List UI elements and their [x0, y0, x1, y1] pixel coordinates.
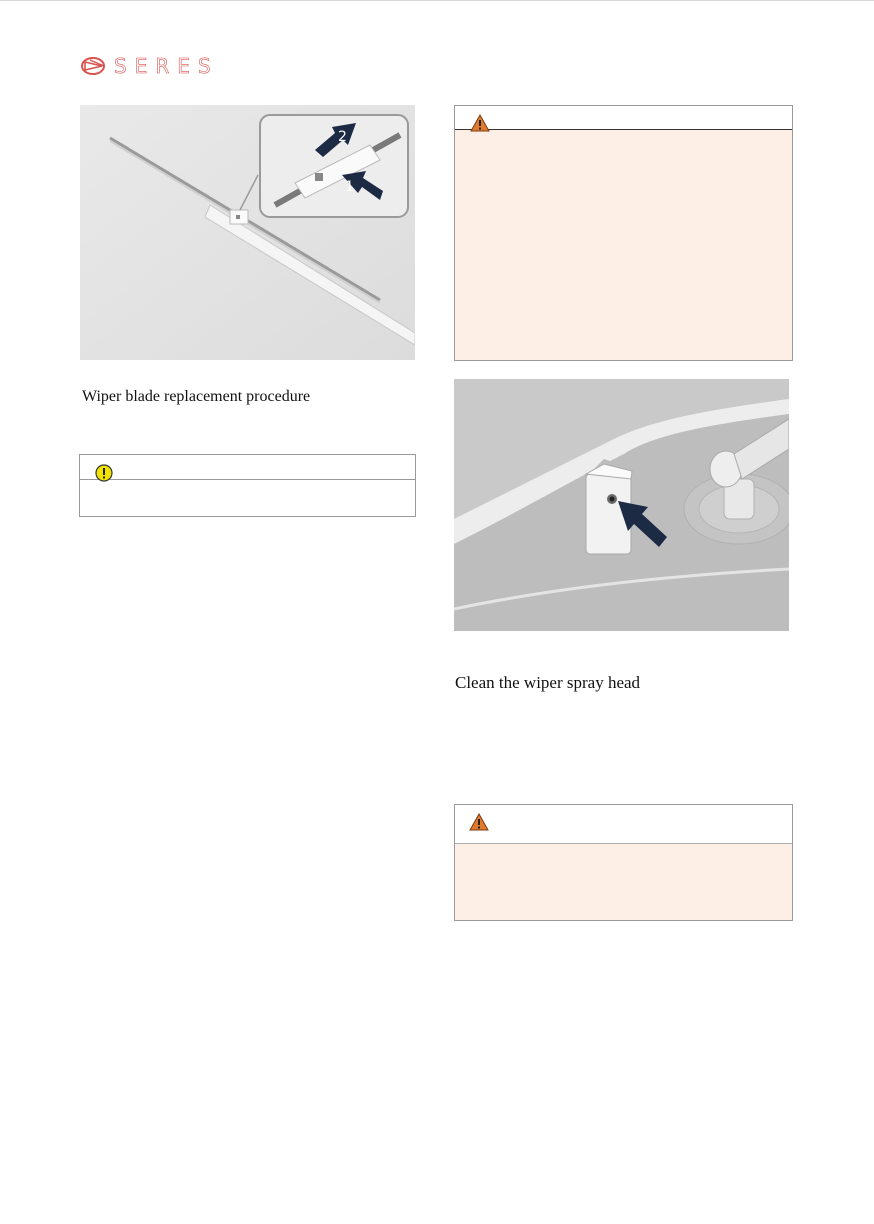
- caution-exclamation-icon: [95, 464, 113, 482]
- warning-triangle-icon: [470, 114, 490, 132]
- page-top-rule: [0, 0, 874, 1]
- svg-text:2: 2: [338, 129, 347, 145]
- wiper-blade-caption: Wiper blade replacement procedure: [82, 388, 311, 405]
- seres-logo-icon: [80, 56, 110, 76]
- warning-box-top-header: [455, 106, 792, 130]
- notice-box-header: [80, 455, 415, 480]
- warning-box-bottom-header: [455, 805, 792, 844]
- brand-wordmark: SERES: [114, 54, 219, 78]
- warning-box-bottom: [454, 804, 793, 921]
- wiper-blade-removal-illustration: [80, 105, 415, 360]
- spray-nozzle-figure: [454, 379, 789, 631]
- warning-triangle-icon: [469, 813, 489, 831]
- spray-head-caption: Clean the wiper spray head: [455, 673, 641, 692]
- notice-box: [79, 454, 416, 517]
- warning-box-top: [454, 105, 793, 361]
- wiper-blade-figure: [80, 105, 415, 360]
- svg-text:1: 1: [345, 179, 354, 195]
- seres-logo: [80, 55, 250, 77]
- wiper-spray-nozzle-illustration: [454, 379, 789, 631]
